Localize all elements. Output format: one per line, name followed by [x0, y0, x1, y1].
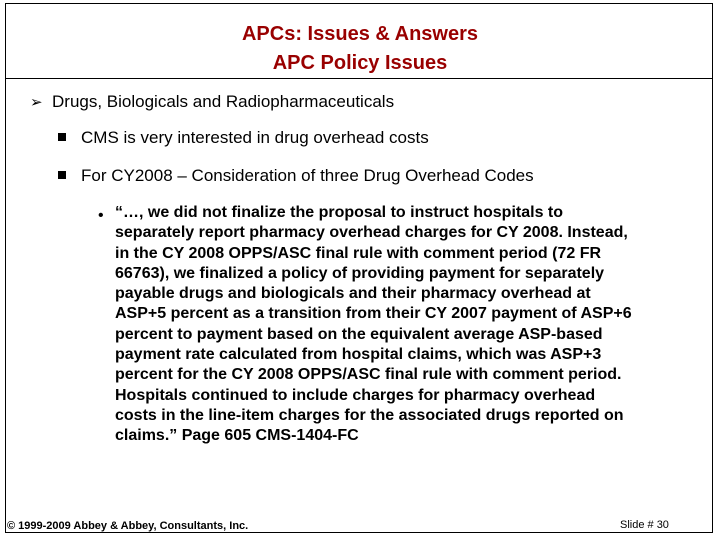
slide-number: Slide # 30 — [620, 519, 669, 531]
square-bullet-icon — [58, 171, 66, 179]
quote-block — [115, 203, 715, 447]
bullet-level-2-text: CMS is very interested in drug overhead costs — [81, 128, 429, 147]
quote-line: claims.” Page 605 CMS-1404-FC — [115, 427, 359, 445]
bullet-level-2-text: For CY2008 – Consideration of three Drug Overhead Codes — [81, 166, 534, 185]
quote-line: separately report pharmacy overhead charges for CY 2008. Instead, — [115, 224, 628, 242]
bullet-level-2-item — [58, 127, 429, 149]
quote-line: ASP+5 percent as a transition from their CY 2007 payment of ASP+6 — [115, 305, 632, 323]
quote-line: Hospitals continued to include charges for pharmacy overhead — [115, 386, 596, 404]
quote-line: payment rate calculated from hospital claims, which was ASP+3 — [115, 346, 602, 364]
quote-line: percent to payment based on the equivalent average ASP-based — [115, 325, 603, 343]
title-line-1: APCs: Issues & Answers — [241, 23, 478, 45]
slide-title — [0, 20, 720, 78]
quote-line: in the CY 2008 OPPS/ASC final rule with comment period (72 FR — [115, 244, 602, 262]
quote-line: 66763), we finalized a policy of providing payment for separately — [115, 264, 605, 282]
quote-bullet-icon: • — [98, 207, 104, 224]
title-line-2: APC Policy Issues — [272, 52, 448, 74]
bullet-level-1 — [30, 91, 394, 114]
quote-line: costs in the line-item charges for the associated drugs reported on — [115, 406, 624, 424]
bullet-level-2-item — [58, 165, 534, 187]
quote-line: payable drugs and biologicals and their pharmacy overhead at — [115, 285, 591, 303]
arrow-bullet-icon: ➢ — [30, 94, 43, 111]
title-divider — [5, 78, 713, 79]
quote-line: “…, we did not finalize the proposal to instruct hospitals to — [115, 204, 564, 221]
quote-line: percent for the CY 2008 OPPS/ASC final rule with comment period. — [115, 366, 622, 384]
bullet-level-1-text: Drugs, Biologicals and Radiopharmaceuticals — [52, 92, 395, 111]
footer-copyright: © 1999-2009 Abbey & Abbey, Consultants, Inc. — [7, 520, 249, 532]
square-bullet-icon — [58, 133, 66, 141]
